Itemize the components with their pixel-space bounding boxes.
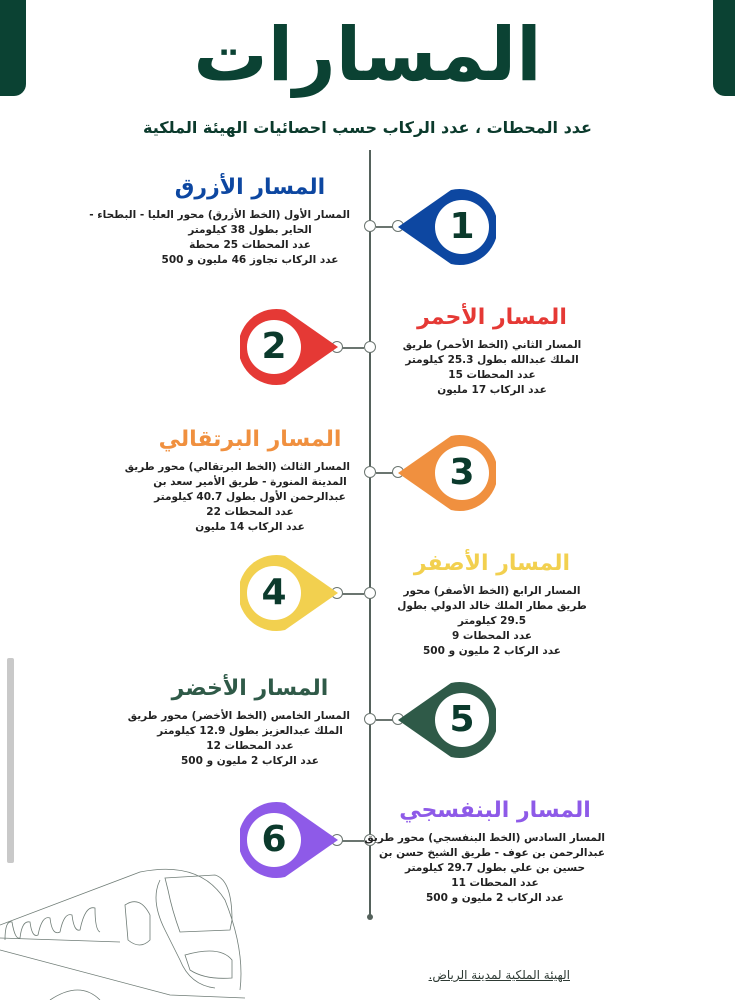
route-entry-2 (392, 302, 592, 398)
connector-4 (342, 593, 364, 595)
timeline-node-5 (364, 713, 376, 725)
timeline-node-2 (364, 341, 376, 353)
route-name-5: المسار الأخضر (171, 676, 329, 701)
route-pin-3 (396, 428, 496, 518)
route-desc-3: المسار الثالث (الخط البرتقالي) محور طريق المدينة المنورة - طريق الأمير سعد بن عبدالرحمن الأول بطول 40.7 كيلومتر عدد المحطات 22 عدد الركاب 14 مليون (124, 461, 350, 533)
connector-2 (342, 347, 364, 349)
route-desc-5: المسار الخامس (الخط الأخضر) محور طريق الملك عبدالعزيز بطول 12.9 كيلومتر عدد المحطات 12 عدد الركاب 2 مليون و 500 (127, 710, 350, 767)
scrollbar-thumb[interactable] (7, 658, 14, 863)
route-pin-4 (240, 548, 340, 638)
page-subtitle: عدد المحطات ، عدد الركاب حسب احصائيات الهيئة الملكية (143, 118, 592, 137)
route-entry-3 (124, 424, 350, 535)
route-pin-2 (240, 302, 340, 392)
route-desc-4: المسار الرابع (الخط الأصفر) محور طريق مطار الملك خالد الدولي بطول 29.5 كيلومتر عدد المحطات 9 عدد الركاب 2 مليون و 500 (397, 585, 587, 657)
route-number-6: 6 (261, 819, 287, 860)
timeline-end-dot (367, 914, 373, 920)
route-number-1: 1 (449, 206, 475, 247)
page-title: المسارات (193, 12, 542, 98)
timeline-node-3 (364, 466, 376, 478)
route-name-2: المسار الأحمر (417, 305, 567, 330)
route-name-3: المسار البرتقالي (158, 427, 342, 452)
route-entry-4 (392, 548, 592, 659)
route-number-2: 2 (261, 326, 287, 367)
timeline-node-4 (364, 587, 376, 599)
route-name-4: المسار الأصفر (413, 551, 571, 576)
route-name-6: المسار البنفسجي (399, 798, 591, 823)
route-number-3: 3 (449, 452, 475, 493)
route-number-4: 4 (261, 572, 287, 613)
connector-6 (342, 840, 364, 842)
route-name-1: المسار الأزرق (174, 175, 326, 200)
train-line-art-icon (0, 860, 260, 1000)
route-entry-1 (89, 172, 350, 268)
route-desc-6: المسار السادس (الخط البنفسجي) محور طريق عبدالرحمن بن عوف - طريق الشيخ حسن بن حسين بن علي بطول 29.7 كيلومتر عدد المحطات 11 عدد الركاب 2 مليون و 500 (364, 832, 605, 904)
route-desc-2: المسار الثاني (الخط الأحمر) طريق الملك عبدالله بطول 25.3 كيلومتر عدد المحطات 15 عدد الركاب 17 مليون (402, 339, 582, 396)
route-entry-5 (127, 673, 350, 769)
timeline-node-1 (364, 220, 376, 232)
timeline-line (369, 150, 371, 918)
route-number-5: 5 (449, 699, 475, 740)
route-pin-5 (396, 675, 496, 765)
route-entry-6 (364, 795, 605, 906)
route-pin-1 (396, 182, 496, 272)
route-desc-1: المسار الأول (الخط الأزرق) محور العليا - البطحاء - الحاير بطول 38 كيلومتر عدد المحطات 25 محطة عدد الركاب تجاوز 46 مليون و 500 (89, 209, 350, 266)
footer-credit-link[interactable]: الهيئة الملكية لمدينة الرياض. (428, 968, 570, 982)
